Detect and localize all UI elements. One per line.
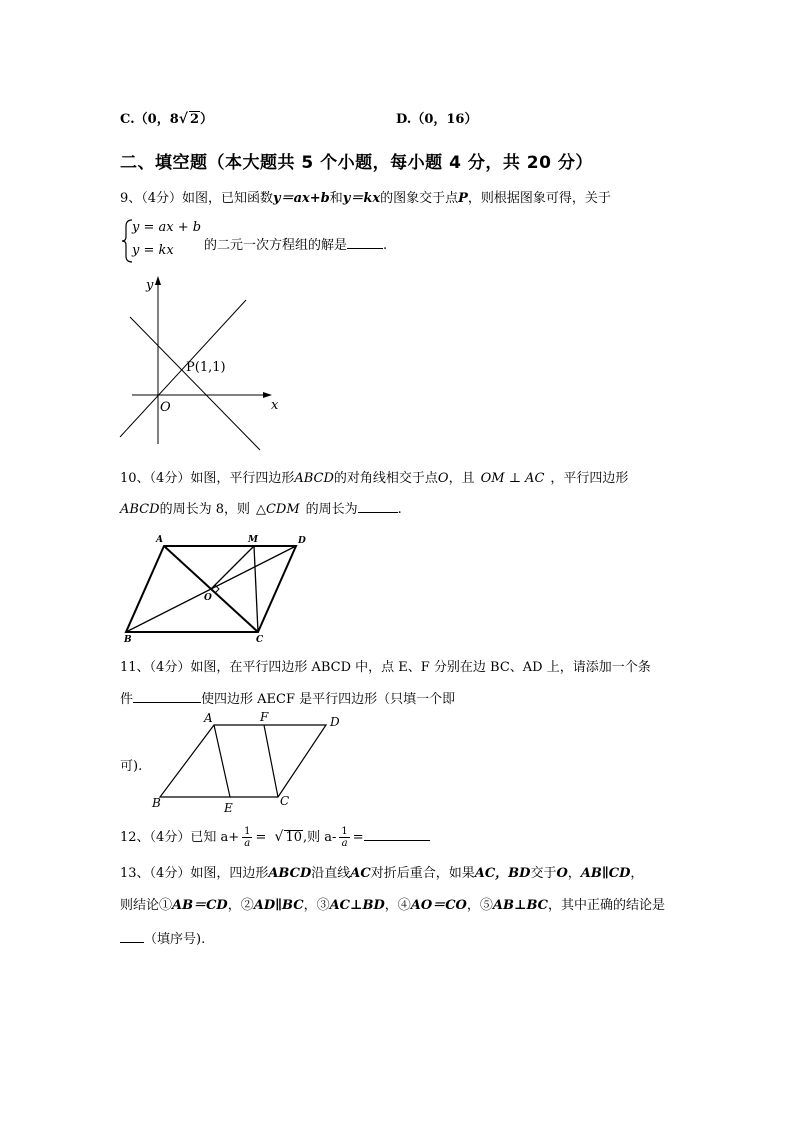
q9-prefix: 9、（4分）如图，已知函数 bbox=[120, 191, 274, 206]
option-c-label: C.（0，8 bbox=[120, 112, 179, 127]
q11-label-a: A bbox=[204, 711, 213, 725]
q10-label-c: C bbox=[256, 635, 264, 645]
section-title: 二、填空题（本大题共 5 个小题，每小题 4 分，共 20 分） bbox=[120, 153, 593, 173]
q11-label-c: C bbox=[280, 794, 290, 808]
q10-l2a: 的周长为 8，则 bbox=[159, 502, 250, 517]
q13-l2a: 则结论① bbox=[120, 898, 173, 913]
q9-figure bbox=[110, 272, 290, 452]
q10-l2b: 的周长为 bbox=[305, 502, 358, 517]
option-d: D.（0，16） bbox=[396, 112, 478, 127]
q10-label-m: M bbox=[248, 535, 258, 545]
q12-den2: a bbox=[341, 838, 348, 849]
q10-label-a: A bbox=[156, 535, 163, 545]
q12-eq: = bbox=[255, 830, 267, 845]
q9-fig-x: x bbox=[271, 398, 279, 413]
q9-mid: 的图象交于点 bbox=[380, 191, 459, 206]
q9-sys-line2: y = kx bbox=[132, 243, 174, 258]
q9-y-arrow-icon bbox=[155, 276, 161, 285]
q9-func2: y＝kx bbox=[342, 191, 381, 206]
q13-s2: ，② bbox=[227, 898, 254, 913]
q13-l2b: ，其中正确的结论是 bbox=[548, 898, 666, 913]
q13-line1 bbox=[120, 862, 643, 881]
q12-num2: 1 bbox=[341, 826, 348, 837]
q10-l1a: 10、（4分）如图，平行四边形 bbox=[120, 471, 295, 486]
q10-segment-mc bbox=[254, 546, 258, 632]
q12-mid: ,则 a- bbox=[302, 830, 337, 845]
q13-c5: AB⊥BC bbox=[492, 898, 549, 913]
q9-point: P bbox=[458, 191, 468, 206]
q11-label-b: B bbox=[152, 796, 161, 810]
q10-l1b: 的对角线相交于点 bbox=[333, 471, 438, 486]
q10-figure bbox=[120, 530, 320, 645]
q9-tail-text: 的二元一次方程组的解是 bbox=[204, 238, 348, 253]
q12-root: 10 bbox=[285, 830, 302, 845]
q11-label-e: E bbox=[224, 801, 233, 815]
q10-o: O bbox=[437, 471, 449, 486]
q10-cdm: △CDM bbox=[255, 502, 300, 517]
q13-c4: AO＝CO bbox=[410, 898, 467, 913]
q12-eq2: = bbox=[352, 830, 364, 845]
q11-figure bbox=[150, 708, 350, 816]
q13-l1a: 13、（4分）如图，四边形 bbox=[120, 866, 269, 881]
q10-abcd2: ABCD bbox=[120, 502, 160, 517]
q10-end: . bbox=[397, 502, 402, 517]
q12-den1: a bbox=[244, 838, 251, 849]
q11-line3: 可). bbox=[120, 759, 143, 774]
q12-text bbox=[120, 822, 430, 852]
q9-line-axb bbox=[130, 317, 260, 450]
q11-line1: 11、（4分）如图，在平行四边形 ABCD 中，点 E、F 分别在边 BC、AD 上，请添加一个条 bbox=[120, 660, 651, 675]
q10-l1c: ，且 bbox=[448, 471, 475, 486]
q13-ac: AC bbox=[350, 866, 371, 881]
q9-fig-p: P(1,1) bbox=[186, 360, 226, 375]
q9-answer-blank[interactable] bbox=[347, 236, 383, 249]
q13-c1: AB＝CD bbox=[172, 898, 228, 913]
q10-line1 bbox=[120, 467, 628, 486]
q11-answer-blank[interactable] bbox=[133, 690, 201, 703]
q10-l1d: ，平行四边形 bbox=[550, 471, 629, 486]
q10-label-o: O bbox=[204, 593, 212, 603]
q9-text bbox=[120, 187, 611, 206]
q13-c3: AC⊥BD bbox=[329, 898, 385, 913]
option-c-root: 2 bbox=[189, 112, 199, 127]
q10-line2 bbox=[120, 498, 402, 517]
q13-s3: ，③ bbox=[303, 898, 330, 913]
q13-c2: AD∥BC bbox=[253, 898, 304, 913]
q9-end: . bbox=[383, 238, 388, 253]
sqrt-icon: √ bbox=[178, 111, 188, 127]
q9-suffix: ，则根据图象可得，关于 bbox=[467, 191, 611, 206]
q9-equation-system bbox=[120, 218, 200, 264]
q10-segment-om bbox=[211, 546, 254, 589]
q13-l1c: 对折后重合，如果 bbox=[370, 866, 475, 881]
q13-line2 bbox=[120, 894, 665, 913]
q12-fraction-2 bbox=[339, 826, 349, 849]
q11-label-d: D bbox=[330, 715, 340, 729]
q13-o: O bbox=[556, 866, 568, 881]
q12-prefix: 12、（4分）已知 a+ bbox=[120, 830, 240, 845]
option-c-close: ） bbox=[200, 112, 214, 127]
q9-func1: y＝ax+b bbox=[273, 191, 330, 206]
q13-ac-bd: AC，BD bbox=[474, 866, 531, 881]
option-c bbox=[120, 108, 213, 127]
q11-parallelogram bbox=[160, 725, 326, 797]
q13-s4: ，④ bbox=[384, 898, 411, 913]
q13-l1d: 交于 bbox=[530, 866, 557, 881]
q13-abcd: ABCD bbox=[268, 866, 312, 881]
sqrt-icon: √ bbox=[274, 829, 284, 845]
q9-sys-line1: y = ax + b bbox=[132, 220, 202, 235]
q11-label-f: F bbox=[260, 710, 269, 724]
q13-l1e: ， bbox=[567, 866, 581, 881]
q10-answer-blank[interactable] bbox=[358, 500, 398, 513]
q13-s5: ，⑤ bbox=[466, 898, 493, 913]
q11-l2a: 件 bbox=[120, 692, 134, 707]
q11-segment-ae bbox=[214, 725, 230, 797]
q13-l3: （填序号). bbox=[144, 932, 206, 947]
q10-label-d: D bbox=[298, 536, 306, 546]
q12-num1: 1 bbox=[244, 826, 251, 837]
q13-answer-blank[interactable] bbox=[120, 930, 144, 943]
q13-l1b: 沿直线 bbox=[311, 866, 351, 881]
q11-segment-fc bbox=[264, 725, 278, 797]
q10-om-ac: OM ⊥ AC bbox=[480, 471, 545, 486]
q13-line3 bbox=[120, 928, 205, 947]
q13-l1f: ， bbox=[630, 866, 644, 881]
q12-answer-blank[interactable] bbox=[364, 828, 430, 841]
q13-ab-cd: AB∥CD bbox=[580, 866, 631, 881]
q12-fraction-1 bbox=[242, 826, 252, 849]
q10-label-b: B bbox=[124, 635, 132, 645]
q9-fig-o: O bbox=[160, 400, 171, 415]
q10-abcd: ABCD bbox=[294, 471, 334, 486]
q9-and: 和 bbox=[329, 191, 343, 206]
q9-tail bbox=[204, 234, 387, 253]
q11-line2 bbox=[120, 688, 455, 707]
q9-fig-y: y bbox=[146, 278, 154, 293]
q11-l2b: 使四边形 AECF 是平行四边形（只填一个即 bbox=[201, 692, 456, 707]
